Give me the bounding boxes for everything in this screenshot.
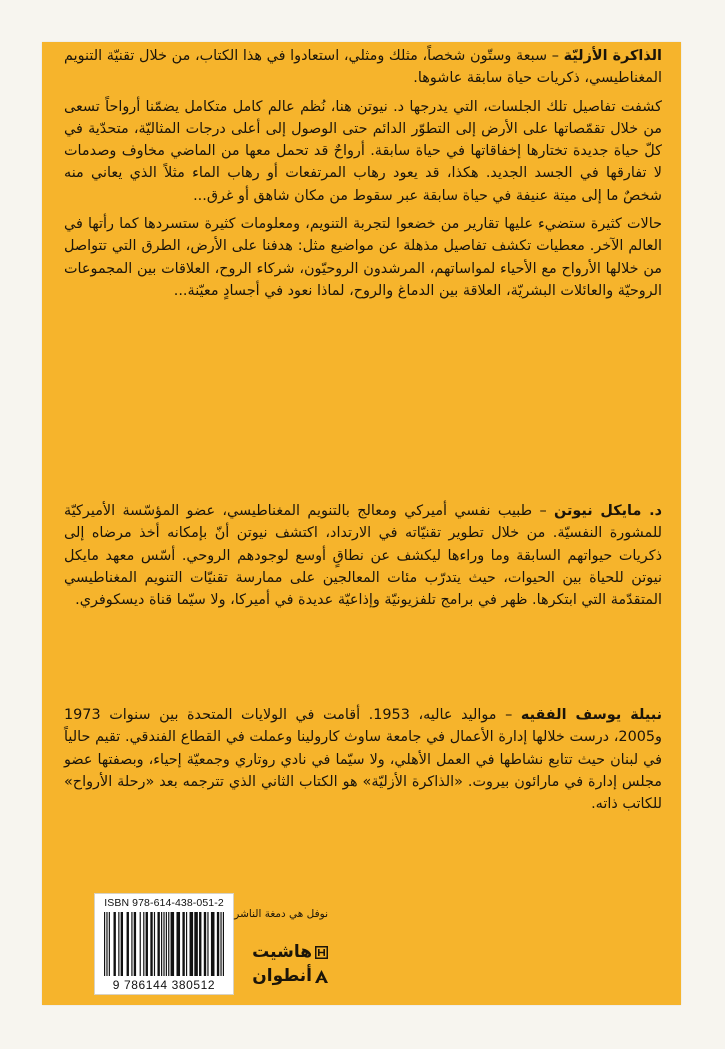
barcode-bar — [131, 912, 132, 976]
barcode-bar — [106, 912, 107, 976]
barcode-bar — [176, 912, 180, 976]
author-name: د. مايكل نيوتن — [554, 503, 662, 519]
barcode-bar — [166, 912, 167, 976]
barcode-bar — [140, 912, 141, 976]
description-intro — [64, 45, 662, 90]
author-bio-paragraph — [64, 500, 662, 611]
barcode-bar — [211, 912, 215, 976]
barcode-bar — [194, 912, 198, 976]
author-bio — [64, 500, 662, 611]
barcode-bar — [114, 912, 116, 976]
barcode-bar — [157, 912, 159, 976]
translator-bio-paragraph — [64, 704, 662, 815]
translator-name: نبيلة يوسف الفقيه — [520, 707, 662, 723]
barcode-bar — [127, 912, 129, 976]
translator-bio-text: – مواليد عاليه، 1953. أقامت في الولايات المتحدة بين سنوات 1973 و2005، درست خلالها إدارة الأعمال في جامعة ساوث كارولينا وعملت في القطاع الفندقي. تقيم حالياً في لبنان حيث تتابع نشاطها في العمل الأهلي، ولا سيّما في نادي روتاري وجمعيّة إحياء، وبصفتها عضو مجلس إدارة في مارائون بيروت. «الذاكرة الأزليّة» هو الكتاب الثاني الذي تترجمه بعد «رحلة الأرواح» للكاتب ذاته. — [64, 707, 662, 813]
barcode-bar — [154, 912, 155, 976]
publisher-tagline: نوفل هي دمغة الناشر — [234, 908, 328, 920]
barcode-bar — [204, 912, 206, 976]
book-description — [64, 45, 662, 302]
barcode-bar — [134, 912, 136, 976]
barcode-bar — [161, 912, 162, 976]
barcode-bar — [199, 912, 201, 976]
barcode-bar — [143, 912, 144, 976]
barcode-bar — [217, 912, 219, 976]
barcode-bar — [223, 912, 224, 976]
publisher-name-hachette: هاشيت — [252, 942, 312, 962]
antoine-a-icon — [315, 970, 328, 983]
description-paragraph: حالات كثيرة ستضيء عليها تقارير من خضعوا لتجربة التنويم، ومعلومات كثيرة ستسردها كما رأتها في العالم الآخر. معطيات تكشف تفاصيل مذهلة عن مواضيع مثل: هدفنا على الأرض، الطرق التي تتواصل من خلالها الأرواح مع الأحياء لمواساتهم، المرشدون الروحيّون، شركاء الروح، العلاقات بين المجموعات الروحيّة والعائلات البشريّة، العلاقة بين الدماغ والروح، لماذا نعود في أجسادٍ معيّنة... — [64, 216, 662, 299]
author-bio-text: – طبيب نفسي أميركي ومعالج بالتنويم المغناطيسي، عضو المؤسّسة الأميركيّة للمشورة النفسيّة. من خلال تطوير تقنيّاته في الارتداد، اكتشف نيوتن أنّ بإمكانه أخذ مرضاه إلى ذكريات حيواتهم السابقة وما وراءها ليكشف عن نطاقٍ أوسع لوجودهم الروحي. أسّس معهد مايكل نيوتن للحياة بين الحيوات، حيث يتدرّب مئات المعالجين على ممارسة تقنيّات التنويم المغناطيسي المتقدّمة التي ابتكرها. ظهر في برامج تلفزيونيّة وإذاعيّة عديدة في أميركا، ولا سيّما قناة ديسكوفري. — [64, 503, 662, 609]
barcode-bar — [150, 912, 152, 976]
barcode-bar — [109, 912, 110, 976]
publisher-name-antoine: أنطوان — [252, 966, 312, 986]
barcode-bar — [182, 912, 184, 976]
barcode-bars — [104, 912, 224, 976]
barcode-bar — [168, 912, 169, 976]
translator-bio — [64, 704, 662, 815]
barcode-bar — [207, 912, 208, 976]
barcode — [94, 893, 234, 995]
publisher-logo — [234, 908, 328, 1000]
hachette-h-icon — [315, 946, 328, 959]
barcode-bar — [146, 912, 148, 976]
barcode-bar — [118, 912, 119, 976]
barcode-digits: 9 786144 380512 — [112, 978, 216, 992]
barcode-bar — [190, 912, 194, 976]
barcode-bar — [163, 912, 164, 976]
barcode-bar — [220, 912, 221, 976]
description-intro-text: – سبعة وستّون شخصاً، مثلك ومثلي، استعادوا في هذا الكتاب، من خلال تقنيّة التنويم المغناطيسي، ذكريات حياة سابقة عاشوها. — [64, 48, 662, 87]
book-title: الذاكرة الأزليّة — [563, 48, 662, 64]
isbn-label: ISBN 978-614-438-051-2 — [104, 897, 224, 909]
barcode-bar — [104, 912, 105, 976]
barcode-bar — [171, 912, 175, 976]
description-paragraph: كشفت تفاصيل تلك الجلسات، التي يدرجها د. نيوتن هنا، نُظم عالم كامل متكامل يضمّنا أرواحاً تسعى من خلال تقمّصاتها على الأرض إلى التطوّر الدائم حتى الوصول إلى أعلى درجات المثاليّة، متحدّية في كلّ حياة جديدة تختارها إخفاقاتها في حياة سابقة. أرواحٌ قد تحمل معها من الماضي مخاوف وصدمات لا تفارقها في الجسد الجديد. هكذا، قد يعود رهاب المرتفعات أو رهاب الماء مثلاً الذي يعاني منه شخصٌ ما إلى ميتة عنيفة في حياة سابقة عبر سقوط من مكان شاهق أو غرق... — [64, 98, 662, 204]
barcode-bar — [186, 912, 187, 976]
barcode-bar — [121, 912, 123, 976]
